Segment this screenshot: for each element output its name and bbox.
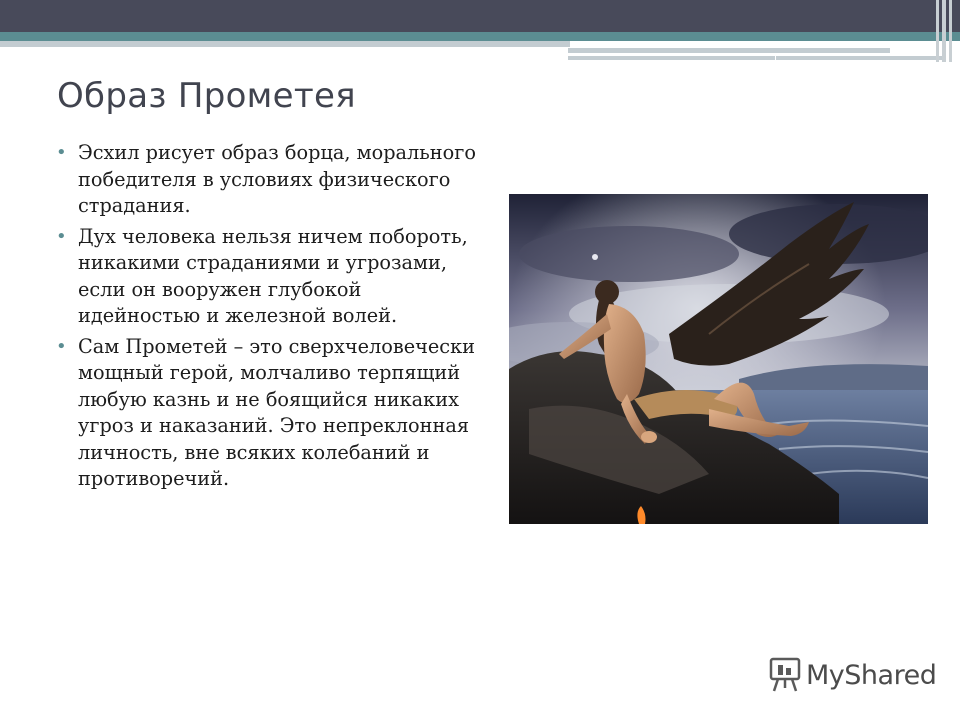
bullet-text: Сам Прометей – это сверхчеловечески мощный герой, молчаливо терпящий любую казнь и не боящийся никаких угроз и наказаний. Это непреклонная личность, вне всяких колебаний и противоречий. xyxy=(78,334,475,490)
decor-vertical-line xyxy=(936,0,939,62)
watermark-text: MyShared xyxy=(806,659,937,691)
bullet-icon: • xyxy=(56,335,67,357)
presentation-board-icon xyxy=(768,656,802,694)
decor-line xyxy=(568,56,775,60)
bullet-item xyxy=(56,140,484,220)
decor-vertical-line xyxy=(942,0,946,62)
decor-line xyxy=(568,48,890,53)
header-bar xyxy=(0,0,960,32)
painting-image xyxy=(509,194,928,524)
accent-bar xyxy=(0,32,960,41)
bullet-icon: • xyxy=(56,225,67,247)
bullet-list xyxy=(56,140,484,497)
decor-line xyxy=(776,56,944,60)
watermark-logo xyxy=(768,656,936,694)
bullet-icon: • xyxy=(56,142,67,163)
bullet-item xyxy=(56,224,484,330)
bullet-item xyxy=(56,334,484,493)
decor-vertical-line xyxy=(949,0,952,62)
bullet-text: Эсхил рисует образ борца, морального победителя в условиях физического страдания. xyxy=(78,141,476,217)
slide-title: Образ Прометея xyxy=(57,76,356,116)
decor-line xyxy=(0,41,570,47)
prometheus-painting xyxy=(509,194,928,524)
bullet-text: Дух человека нельзя ничем побороть, никакими страданиями и угрозами, если он вооружен глубокой идейностью и железной волей. xyxy=(78,224,468,327)
